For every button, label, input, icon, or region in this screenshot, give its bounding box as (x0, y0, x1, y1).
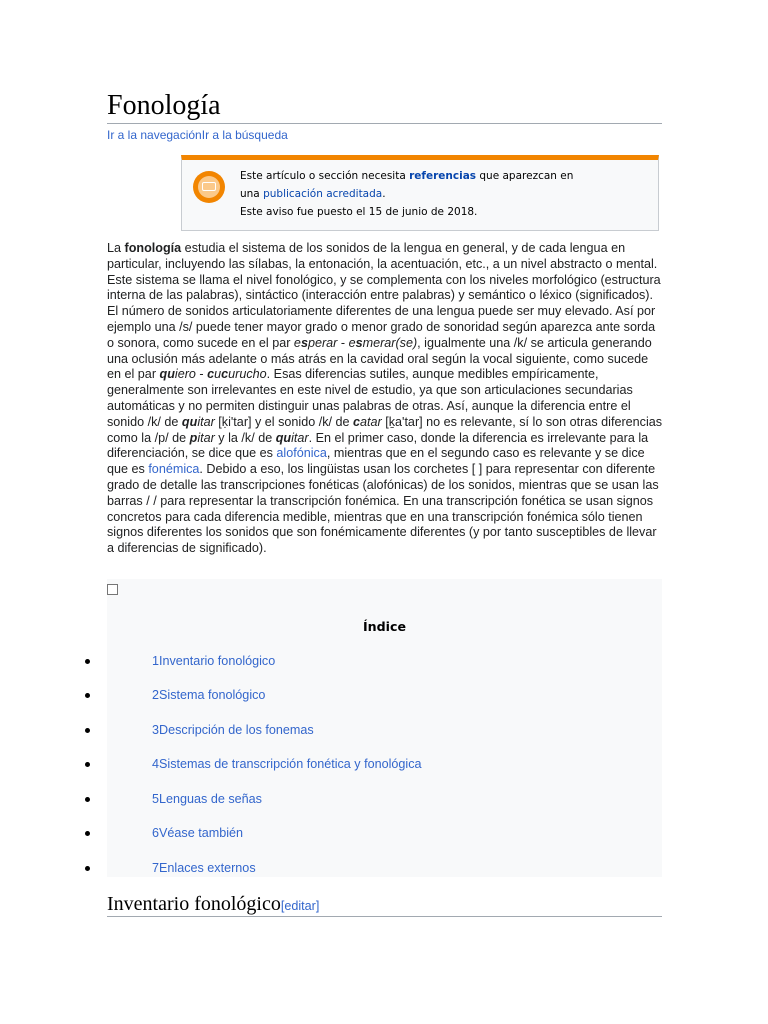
references-link[interactable]: referencias (409, 170, 477, 182)
notice-text-part: una (240, 188, 264, 200)
jump-links[interactable]: Ir a la navegaciónIr a la búsqueda (107, 128, 288, 142)
notice-text (240, 167, 650, 221)
edit-section-link[interactable]: [editar] (280, 899, 320, 913)
toc-item[interactable]: 7Enlaces externos (152, 861, 256, 875)
section-heading (107, 893, 319, 916)
toc-toggle-checkbox[interactable] (107, 584, 118, 595)
notice-text-part: que aparezcan en (476, 170, 574, 182)
alofonica-link[interactable]: alofónica (276, 446, 327, 461)
toc-item[interactable]: 2Sistema fonológico (152, 688, 266, 702)
toc-item[interactable]: 4Sistemas de transcripción fonética y fonológica (152, 757, 422, 771)
bullet-icon (85, 797, 90, 802)
bullet-icon (85, 831, 90, 836)
toc-title: Índice (363, 619, 406, 634)
section-title: Inventario fonológico (107, 893, 281, 915)
toc-item[interactable]: 6Véase también (152, 826, 244, 840)
toc-item[interactable]: 5Lenguas de señas (152, 792, 262, 806)
toc-item[interactable]: 3Descripción de los fonemas (152, 723, 314, 737)
bullet-icon (85, 659, 90, 664)
title-divider (107, 123, 662, 124)
book-icon (193, 171, 225, 203)
bullet-icon (85, 866, 90, 871)
notice-text-part: . (382, 188, 386, 200)
page-title: Fonología (107, 90, 221, 121)
bullet-icon (85, 728, 90, 733)
toc-item[interactable]: 1Inventario fonológico (152, 654, 276, 668)
notice-date: Este aviso fue puesto el 15 de junio de 2018. (240, 206, 478, 218)
fonemica-link[interactable]: fonémica (148, 462, 200, 477)
section-divider (107, 916, 662, 917)
notice-text-part: Este artículo o sección necesita (240, 170, 410, 182)
bullet-icon (85, 762, 90, 767)
references-notice-box (181, 155, 659, 231)
accredited-publication-link[interactable]: publicación acreditada (263, 188, 383, 200)
bullet-icon (85, 693, 90, 698)
term-bold: fonología (124, 241, 182, 255)
intro-paragraph: La fonología estudia el sistema de los sonidos de la lengua en general, y de cada lengua en particular, incluyendo las sílabas, la entonación, la acentuación, etc., a un nivel abstracto o mental. Este sistema se llama el nivel fonológico, y se complementa con los niveles morfológico (estructura interna de las palabras), sintáctico (interacción entre palabras) y semántico o léxico (significados). El número de sonidos articulatoriamente diferentes de una lengua puede ser muy elevado. Así por ejemplo una /s/ puede tener mayor grado o menor grado de sonoridad según aparezca ante sorda o sonora, como sucede en el par esperar - esmerar(se), igualmente una /k/ se articula generando una oclusión más adelante o más atrás en la cavidad oral según la vocal siguiente, como sucede en el par quiero - cucurucho. Esas diferencias sutiles, aunque medibles empíricamente, generalmente son irrelevantes en este nivel de estudio, ya que son articulaciones secundarias automáticas y no permiten distinguir unas palabras de otras. Así, aunque la diferencia entre el sonido /k/ de quitar [ḳi'tar] y el sonido /k/ de catar [ḵa'tar] no es relevante, sí lo son otras diferencias como la /p/ de pitar y la /k/ de quitar. En el primer caso, donde la diferencia es irrelevante para la diferenciación, se dice que es alofónica, mientras que en el segundo caso es relevante y se dice que es fonémica. Debido a eso, los lingüistas usan los corchetes [ ] para representar con diferente grado de detalle las transcripciones fonéticas (alofónicas) de los sonidos, mientras que se usan las barras / / para representar la transcripción fonémica. En una transcripción fonética se usan signos concretos para cada diferencia medible, mientras que en una transcripción fonémica sólo tienen signos diferentes los sonidos que son fonémicamente diferentes (y por tanto susceptibles de llevar a diferencias de significado). (107, 241, 663, 556)
